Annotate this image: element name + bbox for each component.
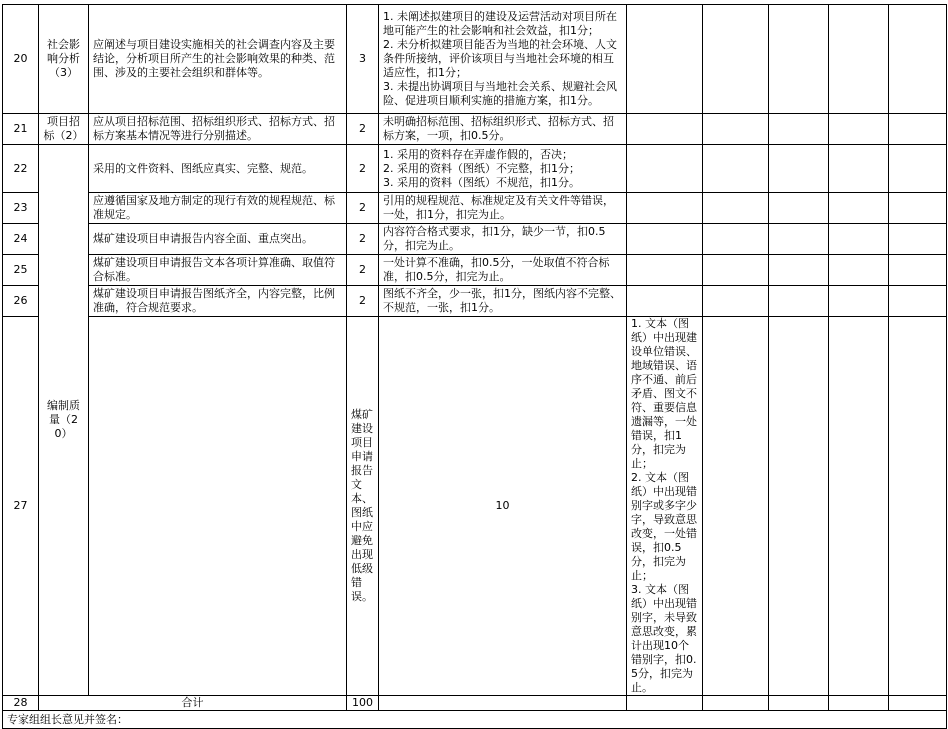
blank-cell bbox=[829, 5, 889, 114]
blank-cell bbox=[769, 317, 829, 696]
deduction-line: 3. 未提出协调项目与当地社会关系、规避社会风险、促进项目顺利实施的措施方案，扣1分。 bbox=[383, 80, 617, 107]
score-cell: 2 bbox=[347, 255, 379, 286]
category-cell: 编制质量（20） bbox=[39, 145, 89, 696]
signature-label: 专家组组长意见并签名： bbox=[3, 711, 947, 729]
row-number: 26 bbox=[3, 286, 39, 317]
blank-cell bbox=[627, 224, 703, 255]
row-number: 21 bbox=[3, 114, 39, 145]
score-cell: 3 bbox=[347, 5, 379, 114]
row-number: 27 bbox=[3, 317, 39, 696]
criteria-cell: 煤矿建设项目申请报告文本各项计算准确、取值符合标准。 bbox=[89, 255, 347, 286]
deduction-line: 2. 采用的资料（图纸）不完整，扣1分； bbox=[383, 161, 580, 175]
blank-cell bbox=[889, 255, 947, 286]
score-cell: 2 bbox=[347, 145, 379, 193]
blank-cell bbox=[703, 255, 769, 286]
blank-cell bbox=[627, 145, 703, 193]
deduction-line: 3. 文本（图纸）中出现错别字，未导致意思改变，累计出现10个错别字，扣0.5分，扣完为止。 bbox=[631, 583, 697, 694]
blank-cell bbox=[769, 696, 829, 711]
deduction-cell bbox=[379, 224, 627, 255]
table-row bbox=[3, 255, 947, 286]
row-number: 28 bbox=[3, 696, 39, 711]
deduction-line: 引用的规程规范、标准规定及有关文件等错误，一处，扣1分，扣完为止。 bbox=[383, 194, 614, 221]
blank-cell bbox=[769, 5, 829, 114]
table-row bbox=[3, 317, 947, 696]
blank-cell bbox=[703, 145, 769, 193]
table-row bbox=[3, 286, 947, 317]
blank-cell bbox=[829, 224, 889, 255]
blank-cell bbox=[889, 114, 947, 145]
row-number: 25 bbox=[3, 255, 39, 286]
blank-cell bbox=[703, 5, 769, 114]
criteria-cell: 应从项目招标范围、招标组织形式、招标方式、招标方案基本情况等进行分别描述。 bbox=[89, 114, 347, 145]
table-row bbox=[3, 193, 947, 224]
row-number: 22 bbox=[3, 145, 39, 193]
blank-cell bbox=[703, 696, 769, 711]
signature-row bbox=[3, 711, 947, 729]
deduction-line: 未明确招标范围、招标组织形式、招标方式、招标方案，一项，扣0.5分。 bbox=[383, 115, 614, 142]
deduction-cell bbox=[379, 5, 627, 114]
blank-cell bbox=[829, 317, 889, 696]
criteria-cell: 应阐述与项目建设实施相关的社会调查内容及主要结论，分析项目所产生的社会影响效果的种类、范围、涉及的主要社会组织和群体等。 bbox=[89, 5, 347, 114]
deduction-line: 2. 未分析拟建项目能否为当地的社会环境、人文条件所接纳，评价该项目与当地社会环境的相互适应性，扣1分； bbox=[383, 38, 617, 79]
table-row bbox=[3, 114, 947, 145]
blank-cell bbox=[829, 255, 889, 286]
blank-cell bbox=[627, 5, 703, 114]
deduction-cell bbox=[379, 286, 627, 317]
blank-cell bbox=[889, 193, 947, 224]
deduction-cell bbox=[379, 145, 627, 193]
deduction-cell bbox=[379, 114, 627, 145]
criteria-cell: 煤矿建设项目申请报告内容全面、重点突出。 bbox=[89, 224, 347, 255]
row-number: 24 bbox=[3, 224, 39, 255]
blank-cell bbox=[703, 317, 769, 696]
deduction-line: 内容符合格式要求，扣1分，缺少一节，扣0.5分，扣完为止。 bbox=[383, 225, 606, 252]
blank-cell bbox=[769, 193, 829, 224]
blank-cell bbox=[703, 224, 769, 255]
blank-cell bbox=[829, 696, 889, 711]
deduction-line: 3. 采用的资料（图纸）不规范，扣1分。 bbox=[383, 175, 580, 189]
score-cell: 10 bbox=[379, 317, 627, 696]
blank-cell bbox=[769, 145, 829, 193]
category-cell bbox=[89, 317, 347, 696]
blank-cell bbox=[627, 255, 703, 286]
blank-cell bbox=[889, 145, 947, 193]
score-cell: 2 bbox=[347, 224, 379, 255]
deduction-line: 1. 采用的资料存在弄虚作假的，否决； bbox=[383, 147, 573, 161]
blank-cell bbox=[627, 286, 703, 317]
blank-cell bbox=[829, 286, 889, 317]
criteria-cell: 采用的文件资料、图纸应真实、完整、规范。 bbox=[89, 145, 347, 193]
deduction-line: 一处计算不准确，扣0.5分，一处取值不符合标准，扣0.5分，扣完为止。 bbox=[383, 256, 610, 283]
table-row bbox=[3, 224, 947, 255]
total-row bbox=[3, 696, 947, 711]
total-score: 100 bbox=[347, 696, 379, 711]
blank-cell bbox=[627, 193, 703, 224]
blank-cell bbox=[829, 145, 889, 193]
category-cell: 社会影响分析（3） bbox=[39, 5, 89, 114]
total-label: 合计 bbox=[39, 696, 347, 711]
category-cell: 项目招标（2） bbox=[39, 114, 89, 145]
deduction-cell bbox=[627, 317, 703, 696]
score-cell: 2 bbox=[347, 193, 379, 224]
blank-cell bbox=[889, 696, 947, 711]
table-row bbox=[3, 145, 947, 193]
deduction-line: 1. 未阐述拟建项目的建设及运营活动对项目所在地可能产生的社会影响和社会效益，扣1分； bbox=[383, 10, 617, 37]
table-row bbox=[3, 5, 947, 114]
row-number: 23 bbox=[3, 193, 39, 224]
score-cell: 2 bbox=[347, 286, 379, 317]
blank-cell bbox=[889, 317, 947, 696]
blank-cell bbox=[627, 696, 703, 711]
blank-cell bbox=[703, 114, 769, 145]
criteria-cell: 煤矿建设项目申请报告图纸齐全，内容完整，比例准确，符合规范要求。 bbox=[89, 286, 347, 317]
blank-cell bbox=[703, 286, 769, 317]
criteria-cell: 煤矿建设项目申请报告文本、图纸中应避免出现低级错误。 bbox=[347, 317, 379, 696]
deduction-line: 1. 文本（图纸）中出现建设单位错误、地域错误、语序不通、前后矛盾、图文不符、重要信息遗漏等，一处错误，扣1分，扣完为止； bbox=[631, 317, 697, 470]
deduction-line: 图纸不齐全，少一张，扣1分，图纸内容不完整、不规范，一张，扣1分。 bbox=[383, 287, 621, 314]
score-cell: 2 bbox=[347, 114, 379, 145]
deduction-cell bbox=[379, 193, 627, 224]
blank-cell bbox=[889, 5, 947, 114]
blank-cell bbox=[627, 114, 703, 145]
blank-cell bbox=[769, 255, 829, 286]
blank-cell bbox=[829, 193, 889, 224]
blank-cell bbox=[379, 696, 627, 711]
blank-cell bbox=[703, 193, 769, 224]
row-number: 20 bbox=[3, 5, 39, 114]
blank-cell bbox=[769, 114, 829, 145]
deduction-cell bbox=[379, 255, 627, 286]
blank-cell bbox=[889, 286, 947, 317]
blank-cell bbox=[769, 286, 829, 317]
blank-cell bbox=[769, 224, 829, 255]
deduction-line: 2. 文本（图纸）中出现错别字或多字少字，导致意思改变，一处错误，扣0.5分，扣完为止； bbox=[631, 471, 697, 582]
scoring-table bbox=[2, 4, 947, 729]
blank-cell bbox=[889, 224, 947, 255]
criteria-cell: 应遵循国家及地方制定的现行有效的规程规范、标准规定。 bbox=[89, 193, 347, 224]
blank-cell bbox=[829, 114, 889, 145]
